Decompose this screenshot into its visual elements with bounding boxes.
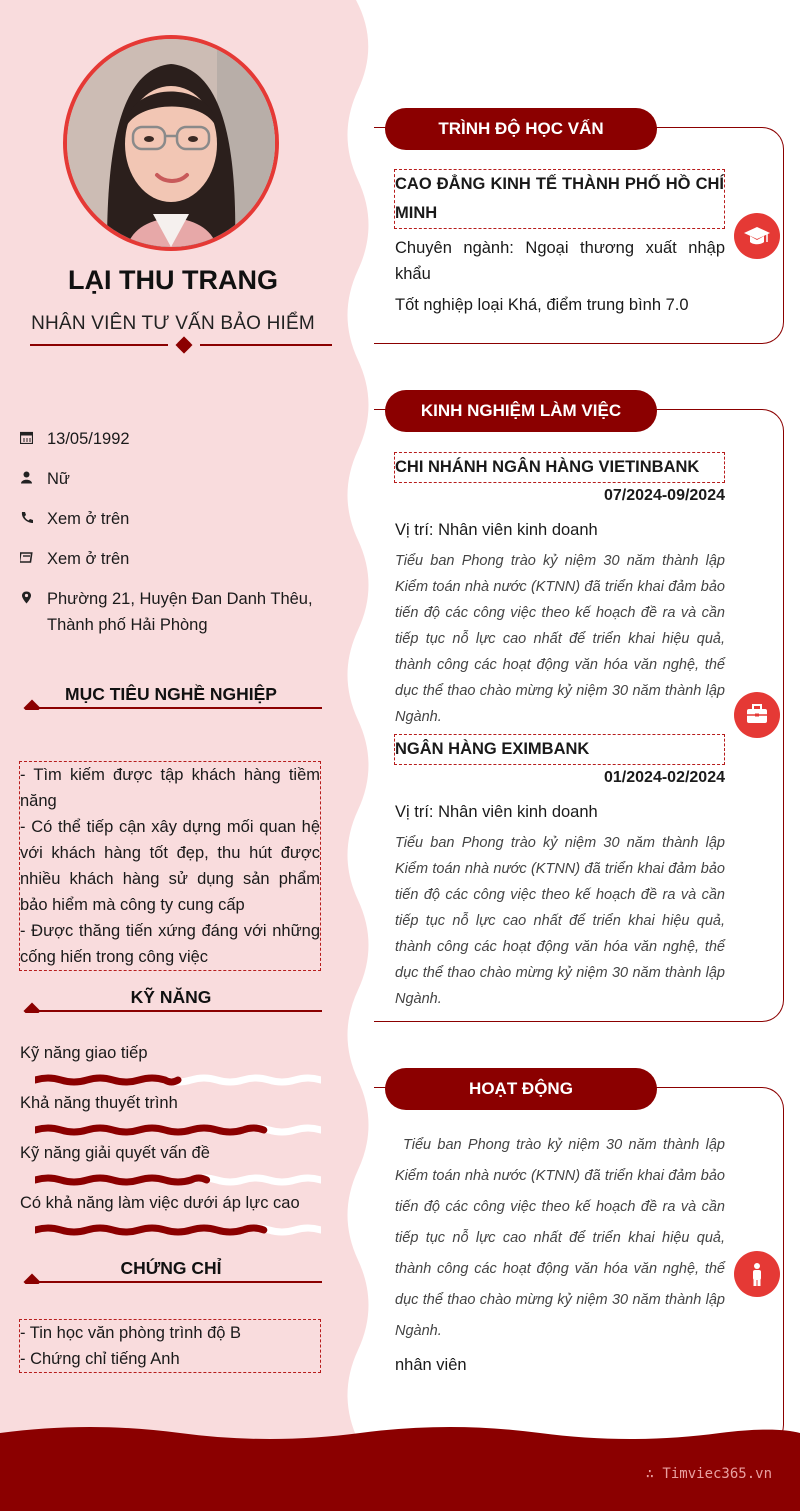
email-row xyxy=(20,546,320,572)
activities-role: nhân viên xyxy=(395,1356,467,1374)
briefcase-icon xyxy=(734,692,780,738)
skill-level-bar xyxy=(35,1123,321,1137)
career-goal-line: - Có thể tiếp cận xây dựng mối quan hệ với khách hàng tốt đẹp, thu hút được nhiều khách hàng sử dụng sản phẩm bảo hiểm mà công ty cung cấp xyxy=(20,818,320,914)
phone-value: Xem ở trên xyxy=(47,510,130,528)
skill-item xyxy=(20,1191,320,1237)
job-title: NHÂN VIÊN TƯ VẤN BẢO HIỂM xyxy=(31,313,315,334)
certificates-title: CHỨNG CHỈ xyxy=(120,1258,222,1278)
person-icon xyxy=(734,1251,780,1297)
skills-title: KỸ NĂNG xyxy=(130,987,212,1007)
skill-bar-fill xyxy=(35,1178,207,1182)
certificate-line: - Chứng chỉ tiếng Anh xyxy=(20,1350,180,1368)
email-value: Xem ở trên xyxy=(47,550,130,568)
skills-heading xyxy=(20,987,322,1013)
skill-bar-fill xyxy=(35,1128,264,1132)
calendar-icon xyxy=(20,426,47,444)
skill-name: Khả năng thuyết trình xyxy=(20,1094,178,1112)
job-position: Vị trí: Nhân viên kinh doanh xyxy=(395,803,598,821)
address-row xyxy=(20,586,320,638)
education-school: CAO ĐẲNG KINH TẾ THÀNH PHỐ HỒ CHÍ MINH xyxy=(394,169,725,229)
education-major: Chuyên ngành: Ngoại thương xuất nhập khẩu xyxy=(395,239,725,283)
skill-bar-fill xyxy=(35,1078,178,1082)
skill-name: Kỹ năng giải quyết vấn đề xyxy=(20,1144,210,1162)
footer-watermark: ∴ Timviec365.vn xyxy=(645,1466,772,1482)
certificates-box xyxy=(19,1319,321,1373)
birthday-row xyxy=(20,426,320,452)
gender-value: Nữ xyxy=(47,470,70,488)
job-company: CHI NHÁNH NGÂN HÀNG VIETINBANK xyxy=(394,452,725,483)
job-company: NGÂN HÀNG EXIMBANK xyxy=(394,734,725,765)
skill-name: Có khả năng làm việc dưới áp lực cao xyxy=(20,1194,300,1212)
career-goal-box xyxy=(19,761,321,971)
job-period: 07/2024-09/2024 xyxy=(604,487,725,504)
job-description: Tiểu ban Phong trào kỷ niệm 30 năm thành lập Kiểm toán nhà nước (KTNN) đã triển khai đảm bảo tiến độ các công việc theo kế hoạch đề ra và cần tiếp tục nỗ lực cao nhất để triển khai hiệu quả, thành công các hoạt động văn hóa văn nghệ, thể dục thể thao chào mừng kỷ niệm 30 năm thành lập Ngành. xyxy=(395,553,725,725)
activities-description: Tiểu ban Phong trào kỷ niệm 30 năm thành lập Kiểm toán nhà nước (KTNN) đã triển khai đảm bảo tiến độ các công việc theo kế hoạch đề ra và cần tiếp tục nỗ lực cao nhất để triển khai hiệu quả, thành công các hoạt động văn hóa văn nghệ, thể dục thể thao chào mừng kỷ niệm 30 năm thành lập Ngành. xyxy=(395,1137,725,1339)
skill-item xyxy=(20,1141,320,1187)
envelope-icon xyxy=(20,546,47,564)
career-goal-line: - Được thăng tiến xứng đáng với những cống hiến trong công việc xyxy=(20,922,320,966)
gender-row xyxy=(20,466,320,492)
birthday-value: 13/05/1992 xyxy=(47,430,130,448)
skill-level-bar xyxy=(35,1073,321,1087)
candidate-name: LẠI THU TRANG xyxy=(68,265,278,295)
skill-item xyxy=(20,1091,320,1137)
map-pin-icon xyxy=(20,586,47,604)
education-result: Tốt nghiệp loại Khá, điểm trung bình 7.0 xyxy=(395,296,689,314)
address-value: Phường 21, Huyện Đan Danh Thêu, Thành phố Hải Phòng xyxy=(47,590,313,634)
job-description: Tiểu ban Phong trào kỷ niệm 30 năm thành lập Kiểm toán nhà nước (KTNN) đã triển khai đảm bảo tiến độ các công việc theo kế hoạch đề ra và cần tiếp tục nỗ lực cao nhất để triển khai hiệu quả, thành công các hoạt động văn hóa văn nghệ, thể dục thể thao chào mừng kỷ niệm 30 năm thành lập Ngành. xyxy=(395,835,725,1007)
title-divider xyxy=(30,336,332,354)
certificates-heading xyxy=(20,1258,322,1284)
contact-info xyxy=(20,426,320,652)
education-heading: TRÌNH ĐỘ HỌC VẤN xyxy=(385,108,657,150)
skill-level-bar xyxy=(35,1173,321,1187)
experience-heading: KINH NGHIỆM LÀM VIỆC xyxy=(385,390,657,432)
career-goal-title: MỤC TIÊU NGHỀ NGHIỆP xyxy=(65,684,277,704)
graduation-cap-icon xyxy=(734,213,780,259)
job-position: Vị trí: Nhân viên kinh doanh xyxy=(395,521,598,539)
activities-heading: HOẠT ĐỘNG xyxy=(385,1068,657,1110)
career-goal-line: - Tìm kiếm được tập khách hàng tiềm năng xyxy=(20,766,320,810)
skill-name: Kỹ năng giao tiếp xyxy=(20,1044,148,1062)
user-icon xyxy=(20,466,47,484)
skill-level-bar xyxy=(35,1223,321,1237)
job-period: 01/2024-02/2024 xyxy=(604,769,725,786)
career-goal-heading xyxy=(20,684,322,710)
skill-item xyxy=(20,1041,320,1087)
phone-icon xyxy=(20,506,47,524)
certificate-line: - Tin học văn phòng trình độ B xyxy=(20,1324,242,1342)
avatar xyxy=(63,35,279,251)
phone-row xyxy=(20,506,320,532)
skill-bar-fill xyxy=(35,1228,264,1232)
